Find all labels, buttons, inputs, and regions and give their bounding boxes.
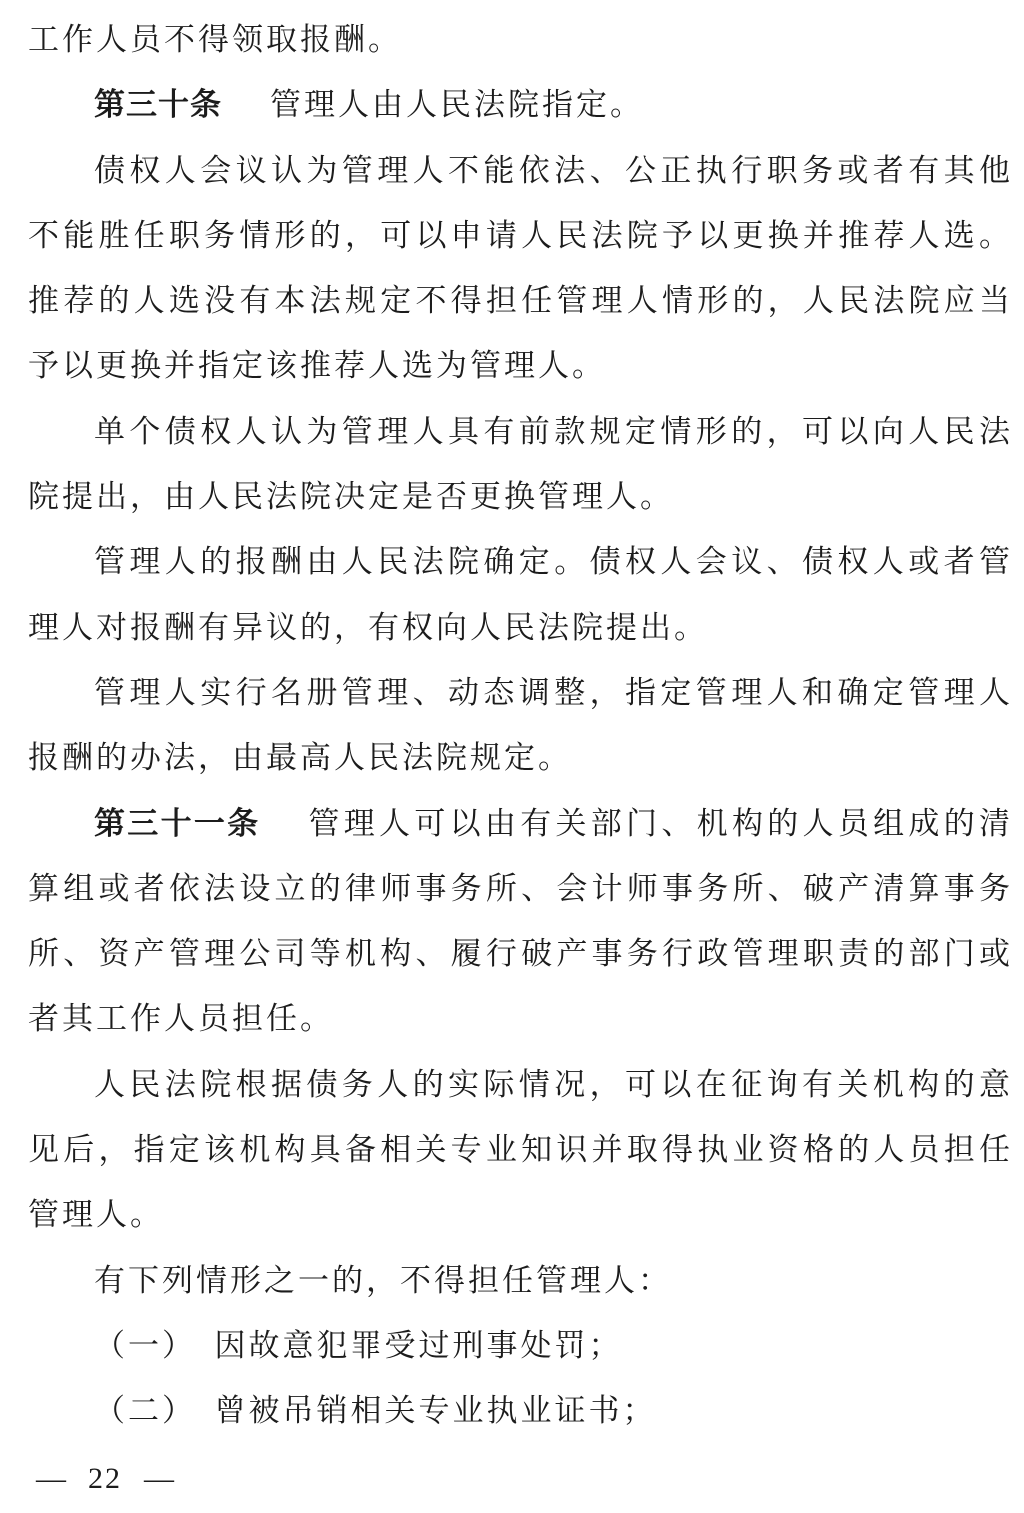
- text-line: 管理人实行名册管理、动态调整，指定管理人和确定管理人: [94, 674, 1013, 710]
- text-line: 单个债权人认为管理人具有前款规定情形的，可以向人民法: [94, 413, 1013, 449]
- article-31-heading: [28, 791, 1013, 856]
- article-31-number: 第三十一条: [94, 805, 261, 841]
- page-number: 22: [88, 1462, 122, 1495]
- text-line: 管理人。: [28, 1197, 164, 1233]
- text-line: 见后，指定该机构具备相关专业知识并取得执业资格的人员担任: [28, 1132, 1013, 1168]
- list-item-line: （二） 曾被吊销相关专业执业证书；: [94, 1393, 657, 1429]
- article-30-text: 管理人由人民法院指定。: [270, 87, 644, 123]
- text-line: 有下列情形之一的，不得担任管理人：: [94, 1262, 672, 1298]
- text-line: 理人对报酬有异议的，有权向人民法院提出。: [28, 609, 708, 645]
- text-line: 算组或者依法设立的律师事务所、会计师事务所、破产清算事务: [28, 870, 1013, 906]
- text-line: 不能胜任职务情形的，可以申请人民法院予以更换并推荐人选。: [28, 217, 1013, 253]
- list-item-line: （一） 因故意犯罪受过刑事处罚；: [94, 1327, 623, 1363]
- document-body: [28, 7, 1013, 1444]
- text-line: 报酬的办法，由最高人民法院规定。: [28, 740, 572, 776]
- page-footer: [36, 1446, 174, 1511]
- text-line: 所、资产管理公司等机构、履行破产事务行政管理职责的部门或: [28, 936, 1013, 972]
- article-30-number: 第三十条: [94, 87, 222, 123]
- text-line: 院提出，由人民法院决定是否更换管理人。: [28, 479, 674, 515]
- text-line: 者其工作人员担任。: [28, 1001, 334, 1037]
- article-30-heading: [28, 72, 1013, 137]
- article-31-text: 管理人可以由有关部门、机构的人员组成的清: [308, 805, 1014, 841]
- text-line: 债权人会议认为管理人不能依法、公正执行职务或者有其他: [94, 152, 1013, 188]
- text-line: 工作人员不得领取报酬。: [28, 22, 402, 57]
- footer-dash-right: —: [144, 1462, 174, 1495]
- text-line: 予以更换并指定该推荐人选为管理人。: [28, 348, 606, 384]
- footer-dash-left: —: [36, 1462, 66, 1495]
- text-line: 管理人的报酬由人民法院确定。债权人会议、债权人或者管: [94, 544, 1013, 580]
- text-line: 推荐的人选没有本法规定不得担任管理人情形的，人民法院应当: [28, 283, 1013, 319]
- text-line: 人民法院根据债务人的实际情况，可以在征询有关机构的意: [94, 1066, 1013, 1102]
